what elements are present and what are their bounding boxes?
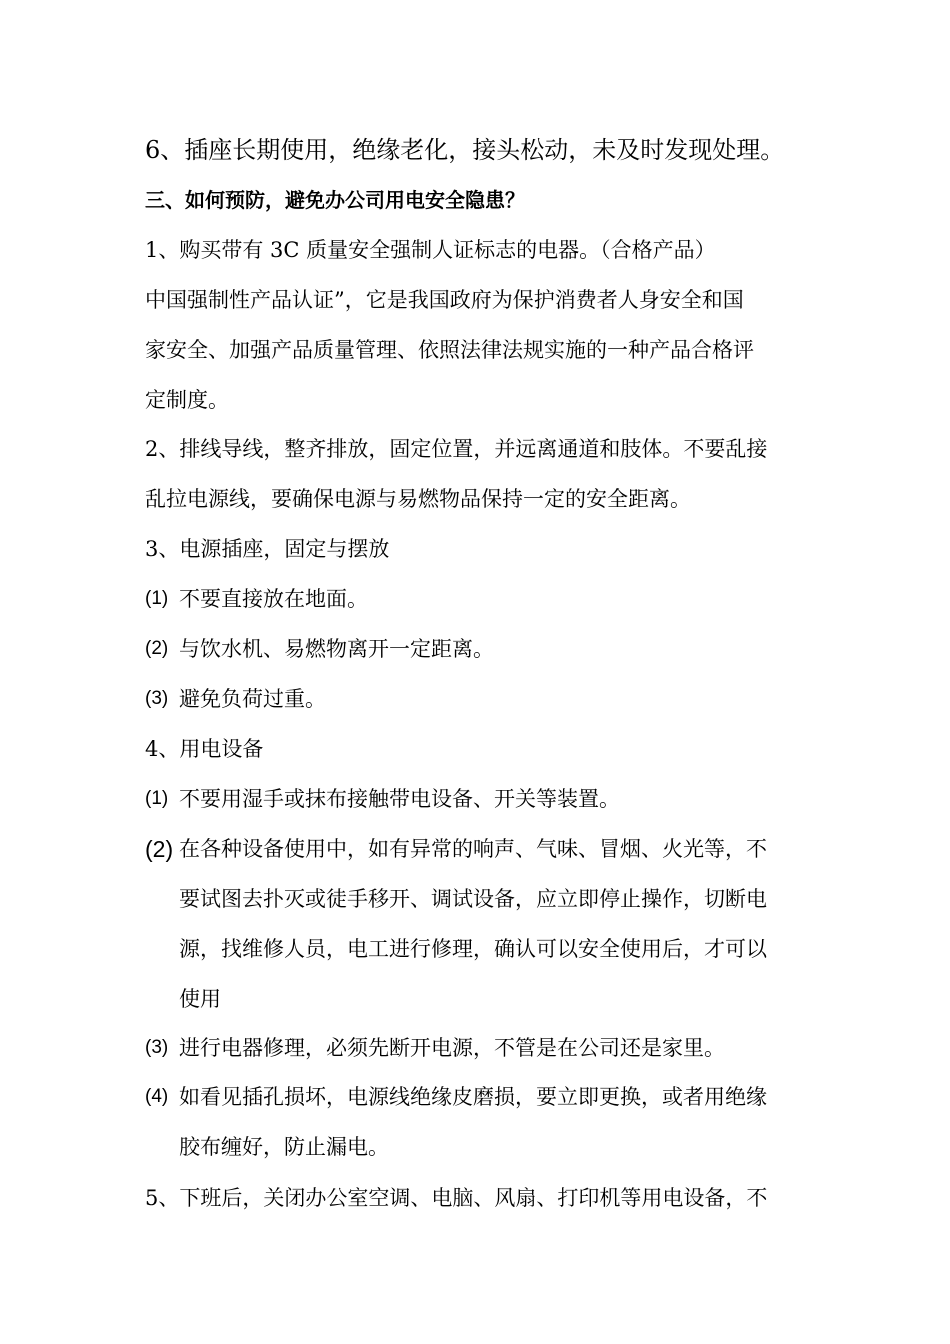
cause-item-6: 6、插座长期使用，绝缘老化，接头松动，未及时发现处理。	[145, 136, 785, 164]
list-number: (1)	[145, 588, 169, 609]
list-item-text: 要试图去扑灭或徒手移开、调试设备，应立即停止操作，切断电	[179, 887, 767, 911]
list-item-text: 如看见插孔损坏，电源线绝缘皮磨损，要立即更换，或者用绝缘	[179, 1085, 767, 1109]
section-title-equipment: 4、用电设备	[145, 737, 264, 761]
section-heading-prevention: 三、如何预防，避免办公司用电安全隐患？	[145, 188, 525, 212]
list-item-text: 源，找维修人员，电工进行修理，确认可以安全使用后，才可以	[179, 937, 767, 961]
list-item-text: 避免负荷过重。	[179, 687, 326, 711]
list-item-text: 胶布缠好，防止漏电。	[179, 1135, 389, 1159]
list-number: (3)	[145, 1037, 169, 1058]
paragraph-line: 3、电源插座，固定与摆放	[145, 537, 390, 561]
paragraph-line: 乱拉电源线，要确保电源与易燃物品保持一定的安全距离。	[145, 487, 691, 511]
list-item-text: 与饮水机、易燃物离开一定距离。	[179, 637, 494, 661]
list-item-text: 进行电器修理，必须先断开电源，不管是在公司还是家里。	[179, 1036, 725, 1060]
paragraph-line: 2、排线导线，整齐排放，固定位置，并远离通道和肢体。不要乱接	[145, 437, 768, 461]
list-item-text: 使用	[179, 987, 221, 1011]
paragraph-line: 定制度。	[145, 388, 229, 412]
list-item-text: 在各种设备使用中，如有异常的响声、气味、冒烟、火光等，不	[179, 837, 767, 861]
paragraph-line: 中国强制性产品认证”，它是我国政府为保护消费者人身安全和国	[145, 288, 744, 312]
list-number: (4)	[145, 1086, 169, 1107]
paragraph-line: 1、购买带有 3C 质量安全强制人证标志的电器。（合格产品）	[145, 238, 716, 262]
paragraph-line: 家安全、加强产品质量管理、依照法律法规实施的一种产品合格评	[145, 338, 754, 362]
list-number: (2)	[145, 836, 174, 862]
list-number: (2)	[145, 638, 169, 659]
list-item-text: 不要直接放在地面。	[179, 587, 368, 611]
list-item-text: 不要用湿手或抹布接触带电设备、开关等装置。	[179, 787, 620, 811]
list-number: (3)	[145, 688, 169, 709]
list-number: (1)	[145, 788, 169, 809]
paragraph-line: 5、下班后，关闭办公室空调、电脑、风扇、打印机等用电设备，不	[145, 1186, 768, 1210]
